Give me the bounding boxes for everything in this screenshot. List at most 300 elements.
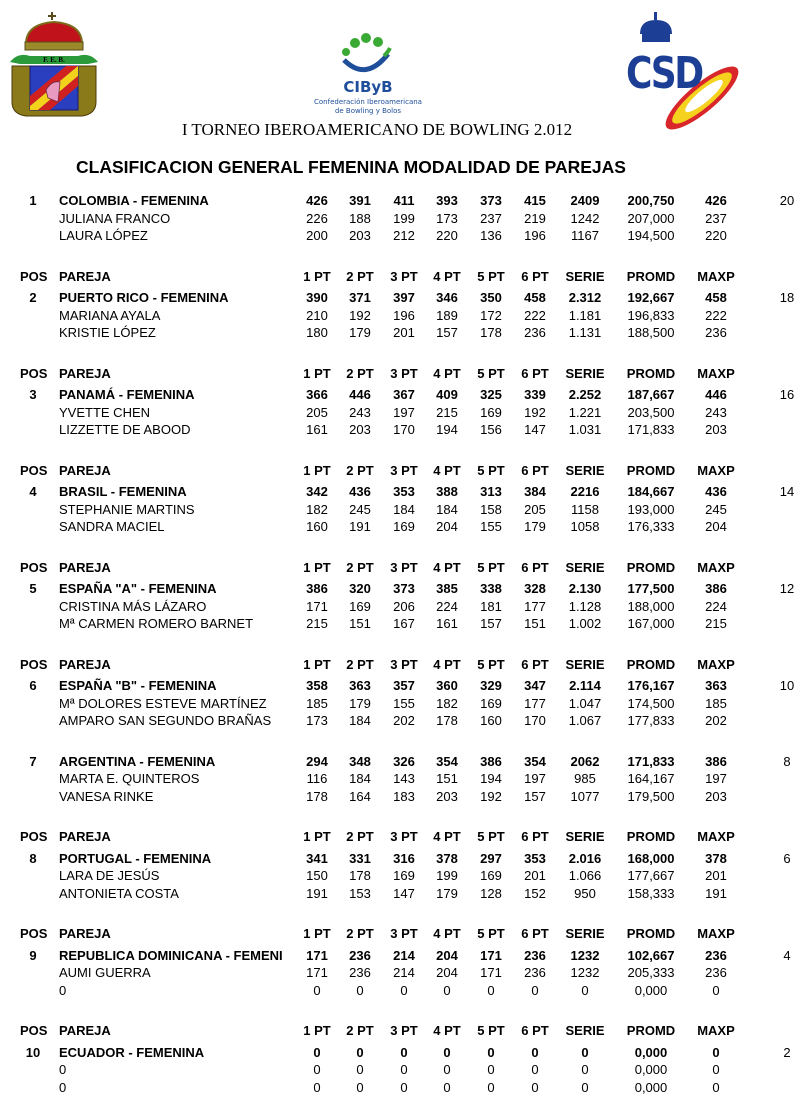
team-game-score: 326 (393, 753, 415, 769)
column-header-pos: POS (20, 462, 48, 478)
page-title: CLASIFICACION GENERAL FEMENINA MODALIDAD DE PAREJAS (76, 157, 626, 177)
player-game-score: 147 (393, 885, 415, 901)
column-header-pt6: 6 PT (521, 268, 549, 284)
column-header-pareja: PAREJA (59, 365, 111, 381)
player-game-score: 192 (524, 404, 546, 420)
player-serie: 1167 (571, 228, 599, 243)
team-game-score: 331 (349, 850, 371, 866)
player-game-score: 179 (436, 885, 458, 901)
player-max-game: 203 (705, 788, 727, 804)
player-game-score: 161 (306, 422, 328, 437)
player-game-score: 205 (306, 404, 328, 420)
player-row (0, 501, 804, 519)
player-row (0, 885, 804, 903)
team-points: 14 (779, 484, 795, 499)
team-game-score: 373 (393, 581, 415, 596)
player-max-game: 222 (705, 307, 727, 323)
player-game-score: 236 (349, 965, 371, 980)
column-header-pos: POS (20, 926, 48, 941)
player-game-score: 222 (524, 307, 546, 323)
column-header-row (0, 1022, 804, 1040)
player-game-score: 237 (480, 210, 502, 226)
column-header-pt4: 4 PT (433, 268, 461, 284)
player-name: VANESA RINKE (59, 788, 154, 804)
team-game-score: 393 (436, 193, 458, 208)
player-row (0, 615, 804, 633)
column-header-pt5: 5 PT (477, 656, 505, 672)
column-header-pt1: 1 PT (303, 365, 331, 381)
player-serie: 1058 (570, 519, 600, 534)
column-header-pt6: 6 PT (521, 829, 549, 844)
player-row (0, 1079, 804, 1097)
team-row (0, 386, 804, 404)
column-header-pt1: 1 PT (303, 926, 331, 941)
player-name: Mª DOLORES ESTEVE MARTÍNEZ (59, 695, 267, 711)
team-game-score: 409 (436, 387, 458, 402)
column-header-promd: PROMD (626, 559, 676, 575)
column-header-pt4: 4 PT (433, 829, 461, 844)
team-max-game: 0 (712, 1044, 720, 1060)
team-game-score: 0 (400, 1044, 408, 1060)
team-game-score: 391 (349, 193, 371, 208)
player-row (0, 598, 804, 616)
player-game-score: 178 (306, 788, 328, 804)
team-row (0, 289, 804, 307)
team-points: 18 (779, 290, 795, 305)
team-position: 10 (25, 1044, 41, 1060)
player-name: SANDRA MACIEL (59, 519, 165, 534)
team-game-score: 411 (393, 193, 415, 208)
column-header-row (0, 462, 804, 480)
player-serie: 1.002 (568, 616, 602, 631)
team-average: 177,500 (627, 581, 675, 596)
team-game-score: 360 (436, 678, 458, 693)
team-max-game: 426 (705, 193, 727, 208)
team-game-score: 347 (524, 678, 546, 693)
player-game-score: 0 (313, 982, 321, 998)
team-game-score: 297 (480, 850, 502, 866)
team-points: 20 (779, 193, 795, 208)
team-average: 192,667 (627, 290, 675, 305)
column-header-pt2: 2 PT (346, 462, 374, 478)
player-game-score: 167 (393, 616, 415, 631)
player-game-score: 143 (393, 771, 415, 786)
player-game-score: 0 (313, 1079, 321, 1095)
team-game-score: 325 (480, 387, 502, 402)
csd-logo (620, 10, 750, 135)
player-average: 188,000 (627, 598, 675, 614)
player-game-score: 171 (306, 598, 328, 614)
team-game-score: 357 (393, 678, 415, 693)
column-header-pt3: 3 PT (390, 1023, 418, 1038)
player-average: 174,500 (627, 695, 675, 711)
column-header-serie: SERIE (565, 365, 605, 381)
team-average: 102,667 (627, 947, 675, 963)
team-game-score: 0 (531, 1044, 539, 1060)
player-max-game: 237 (705, 210, 727, 226)
player-max-game: 191 (705, 885, 727, 901)
column-header-pt5: 5 PT (477, 462, 505, 478)
player-max-game: 202 (705, 713, 727, 728)
column-header-row (0, 828, 804, 846)
column-header-pos: POS (20, 656, 48, 672)
team-max-game: 446 (705, 387, 727, 402)
team-row (0, 947, 804, 965)
feb-crest-logo (8, 10, 100, 122)
team-game-score: 397 (393, 290, 415, 305)
column-header-pt1: 1 PT (303, 268, 331, 284)
player-max-game: 185 (705, 695, 727, 711)
column-header-row (0, 656, 804, 674)
team-game-score: 354 (524, 753, 546, 769)
column-header-pos: POS (20, 559, 48, 575)
team-game-score: 341 (306, 850, 328, 866)
column-header-pt6: 6 PT (521, 656, 549, 672)
team-game-score: 294 (306, 753, 328, 769)
column-header-maxp: MAXP (697, 559, 735, 575)
player-max-game: 0 (712, 1062, 720, 1077)
player-serie: 1.181 (568, 307, 602, 323)
player-game-score: 179 (349, 695, 371, 711)
player-max-game: 0 (712, 982, 720, 998)
team-average: 176,167 (627, 678, 675, 693)
team-position: 4 (29, 484, 37, 499)
player-name: 0 (59, 1079, 67, 1095)
column-header-pt6: 6 PT (521, 365, 549, 381)
player-average: 171,833 (627, 422, 675, 437)
player-game-score: 0 (443, 1062, 451, 1077)
team-game-score: 236 (349, 947, 371, 963)
column-header-promd: PROMD (626, 365, 676, 381)
team-game-score: 0 (487, 1044, 495, 1060)
team-name: ECUADOR - FEMENINA (59, 1044, 205, 1060)
player-game-score: 188 (349, 210, 371, 226)
team-serie: 2409 (570, 193, 600, 208)
team-game-score: 346 (436, 290, 458, 305)
team-game-score: 354 (436, 753, 458, 769)
player-game-score: 184 (349, 771, 371, 786)
player-game-score: 243 (349, 404, 371, 420)
team-points: 6 (783, 850, 791, 866)
team-average: 200,750 (627, 193, 675, 208)
player-serie: 1.031 (568, 422, 602, 437)
team-position: 2 (29, 290, 37, 305)
column-header-promd: PROMD (626, 829, 676, 844)
team-average: 168,000 (627, 850, 675, 866)
team-row (0, 580, 804, 598)
player-average: 205,333 (627, 965, 675, 980)
player-serie: 1.128 (568, 598, 602, 614)
column-header-pt1: 1 PT (303, 559, 331, 575)
team-row (0, 483, 804, 501)
team-game-score: 366 (306, 387, 328, 402)
player-row (0, 770, 804, 788)
event-title-text: I TORNEO IBEROAMERICANO DE BOWLING 2.012 (181, 120, 573, 139)
player-name: LARA DE JESÚS (59, 868, 160, 883)
player-name: Mª CARMEN ROMERO BARNET (59, 616, 254, 631)
team-name: PANAMÁ - FEMENINA (59, 387, 195, 402)
player-game-score: 197 (524, 771, 546, 786)
player-row (0, 421, 804, 439)
team-max-game: 363 (705, 678, 727, 693)
player-game-score: 156 (480, 422, 502, 437)
player-game-score: 157 (480, 616, 502, 631)
column-header-serie: SERIE (565, 926, 605, 941)
team-game-score: 0 (356, 1044, 364, 1060)
column-header-pt5: 5 PT (477, 926, 505, 941)
column-header-serie: SERIE (565, 656, 605, 672)
player-game-score: 191 (306, 885, 328, 901)
player-max-game: 243 (705, 404, 727, 420)
team-game-score: 0 (313, 1044, 321, 1060)
column-header-serie: SERIE (565, 559, 605, 575)
team-game-score: 373 (480, 193, 502, 208)
player-average: 158,333 (627, 885, 675, 901)
player-name: MARTA E. QUINTEROS (59, 771, 200, 786)
player-game-score: 173 (306, 713, 328, 728)
column-header-pt6: 6 PT (521, 462, 549, 478)
team-row (0, 850, 804, 868)
team-game-score: 171 (480, 947, 502, 963)
team-serie: 2.130 (568, 581, 602, 596)
column-header-serie: SERIE (565, 1023, 605, 1038)
team-average: 0,000 (634, 1044, 668, 1060)
player-row (0, 324, 804, 342)
column-header-pt5: 5 PT (477, 829, 505, 844)
player-row (0, 867, 804, 885)
team-game-score: 313 (480, 484, 502, 499)
team-serie: 2062 (570, 753, 600, 769)
team-serie: 2216 (570, 484, 600, 499)
column-header-maxp: MAXP (697, 829, 735, 844)
team-position: 5 (29, 581, 37, 596)
player-game-score: 158 (480, 501, 502, 517)
player-name: LIZZETTE DE ABOOD (59, 422, 191, 437)
team-game-score: 316 (393, 850, 415, 866)
player-game-score: 151 (436, 771, 458, 786)
team-game-score: 204 (436, 947, 458, 963)
player-average: 188,500 (627, 325, 675, 340)
player-row (0, 404, 804, 422)
team-game-score: 329 (480, 678, 502, 693)
player-game-score: 0 (531, 982, 539, 998)
team-position: 3 (29, 387, 37, 402)
team-game-score: 0 (443, 1044, 451, 1060)
player-game-score: 147 (524, 422, 546, 437)
player-game-score: 155 (393, 695, 415, 711)
player-game-score: 224 (436, 598, 458, 614)
team-game-score: 342 (306, 484, 328, 499)
column-header-pt4: 4 PT (433, 656, 461, 672)
column-header-pos: POS (20, 1023, 48, 1038)
player-game-score: 220 (436, 228, 458, 243)
team-name: PORTUGAL - FEMENINA (59, 850, 212, 866)
player-average: 203,500 (627, 404, 675, 420)
player-game-score: 184 (436, 501, 458, 517)
player-game-score: 177 (524, 598, 546, 614)
player-game-score: 0 (400, 1062, 408, 1077)
player-game-score: 199 (393, 210, 415, 226)
player-game-score: 180 (306, 325, 328, 340)
team-row (0, 753, 804, 771)
player-game-score: 169 (480, 695, 502, 711)
player-serie: 0 (581, 982, 589, 998)
csd-label: CSD (626, 48, 702, 99)
column-header-pt1: 1 PT (303, 1023, 331, 1038)
column-header-pt6: 6 PT (521, 926, 549, 941)
player-game-score: 0 (487, 1062, 495, 1077)
player-game-score: 0 (487, 982, 495, 998)
player-average: 177,833 (627, 713, 675, 728)
player-game-score: 0 (443, 982, 451, 998)
column-header-pt4: 4 PT (433, 365, 461, 381)
team-game-score: 358 (306, 678, 328, 693)
player-game-score: 182 (306, 501, 328, 517)
team-position: 6 (29, 678, 37, 693)
column-header-pt3: 3 PT (390, 829, 418, 844)
column-header-maxp: MAXP (697, 926, 735, 941)
column-header-promd: PROMD (626, 656, 676, 672)
column-header-pt5: 5 PT (477, 268, 505, 284)
player-game-score: 0 (356, 1079, 364, 1095)
standings-table (0, 192, 804, 1119)
team-serie: 2.016 (568, 850, 602, 866)
column-header-pt4: 4 PT (433, 462, 461, 478)
player-game-score: 226 (306, 210, 328, 226)
player-game-score: 151 (524, 616, 546, 631)
player-game-score: 151 (349, 616, 371, 631)
player-game-score: 178 (436, 713, 458, 728)
player-game-score: 0 (400, 982, 408, 998)
player-game-score: 0 (356, 1062, 364, 1077)
player-game-score: 169 (393, 519, 415, 534)
team-name: PUERTO RICO - FEMENINA (59, 290, 229, 305)
column-header-pt2: 2 PT (346, 559, 374, 575)
team-max-game: 436 (705, 484, 727, 499)
cibyb-name: CIByB (343, 78, 393, 96)
team-row (0, 192, 804, 210)
team-game-score: 214 (393, 947, 415, 963)
column-header-serie: SERIE (565, 829, 605, 844)
player-game-score: 182 (436, 695, 458, 711)
player-game-score: 203 (349, 422, 371, 437)
player-game-score: 191 (349, 519, 371, 534)
player-game-score: 196 (393, 307, 415, 323)
player-serie: 1.131 (568, 325, 602, 340)
player-game-score: 201 (524, 868, 546, 883)
player-name: KRISTIE LÓPEZ (59, 325, 156, 340)
column-header-row (0, 365, 804, 383)
cibyb-subtitle-2: de Bowling y Bolos (334, 107, 402, 115)
player-name: 0 (59, 1062, 67, 1077)
column-header-serie: SERIE (565, 268, 605, 284)
player-game-score: 153 (349, 885, 371, 901)
player-serie: 0 (581, 1079, 589, 1095)
event-title (0, 120, 804, 140)
column-header-pt3: 3 PT (390, 462, 418, 478)
player-game-score: 197 (393, 404, 415, 420)
column-header-maxp: MAXP (697, 365, 735, 381)
column-header-promd: PROMD (626, 1023, 676, 1038)
player-name: CRISTINA MÁS LÁZARO (59, 598, 207, 614)
team-position: 7 (29, 753, 37, 769)
column-header-pt4: 4 PT (433, 1023, 461, 1038)
column-header-pt6: 6 PT (521, 1023, 549, 1038)
column-header-promd: PROMD (626, 462, 676, 478)
team-serie: 2.252 (568, 387, 602, 402)
cibyb-subtitle-1: Confederación Iberoamericana (314, 98, 422, 106)
team-serie: 0 (581, 1044, 589, 1060)
player-game-score: 184 (349, 713, 371, 728)
player-game-score: 203 (349, 228, 371, 243)
team-serie: 1232 (570, 947, 600, 963)
player-game-score: 215 (306, 616, 328, 631)
player-max-game: 245 (705, 501, 727, 517)
column-header-pareja: PAREJA (59, 926, 111, 941)
column-header-pareja: PAREJA (59, 268, 111, 284)
player-average: 207,000 (627, 210, 675, 226)
player-serie: 1232 (570, 965, 600, 980)
team-points: 8 (783, 753, 791, 769)
team-game-score: 363 (349, 678, 371, 693)
player-game-score: 202 (393, 713, 415, 728)
column-header-pareja: PAREJA (59, 462, 111, 478)
team-points: 10 (779, 678, 795, 693)
team-game-score: 339 (524, 387, 546, 402)
team-game-score: 353 (524, 850, 546, 866)
column-header-pos: POS (20, 829, 48, 844)
player-game-score: 169 (480, 868, 502, 883)
player-game-score: 160 (480, 713, 502, 728)
player-serie: 1.221 (568, 404, 602, 420)
player-game-score: 203 (436, 788, 458, 804)
player-game-score: 204 (436, 965, 458, 980)
player-max-game: 201 (705, 868, 727, 883)
column-header-serie: SERIE (565, 462, 605, 478)
player-game-score: 200 (306, 228, 328, 243)
player-game-score: 155 (480, 519, 502, 534)
column-header-pt1: 1 PT (303, 462, 331, 478)
player-game-score: 179 (524, 519, 546, 534)
team-game-score: 436 (349, 484, 371, 499)
player-game-score: 210 (306, 307, 328, 323)
team-game-score: 458 (524, 290, 546, 305)
team-game-score: 415 (524, 193, 546, 208)
column-header-pt2: 2 PT (346, 1023, 374, 1038)
column-header-pt6: 6 PT (521, 559, 549, 575)
player-game-score: 236 (524, 325, 546, 340)
team-game-score: 386 (306, 581, 328, 596)
team-game-score: 338 (480, 581, 502, 596)
team-game-score: 236 (524, 947, 546, 963)
player-game-score: 245 (349, 501, 371, 517)
team-position: 8 (29, 850, 37, 866)
player-game-score: 169 (480, 404, 502, 420)
team-max-game: 236 (705, 947, 727, 963)
column-header-promd: PROMD (626, 926, 676, 941)
player-average: 177,667 (627, 868, 675, 883)
player-game-score: 212 (393, 228, 415, 243)
team-game-score: 386 (480, 753, 502, 769)
feb-crest-label: F. E. B. (43, 56, 65, 64)
cibyb-logo (308, 30, 428, 120)
player-game-score: 194 (480, 771, 502, 786)
player-game-score: 169 (349, 598, 371, 614)
player-max-game: 236 (705, 325, 727, 340)
player-row (0, 307, 804, 325)
player-name: LAURA LÓPEZ (59, 228, 148, 243)
team-name: ARGENTINA - FEMENINA (59, 753, 216, 769)
